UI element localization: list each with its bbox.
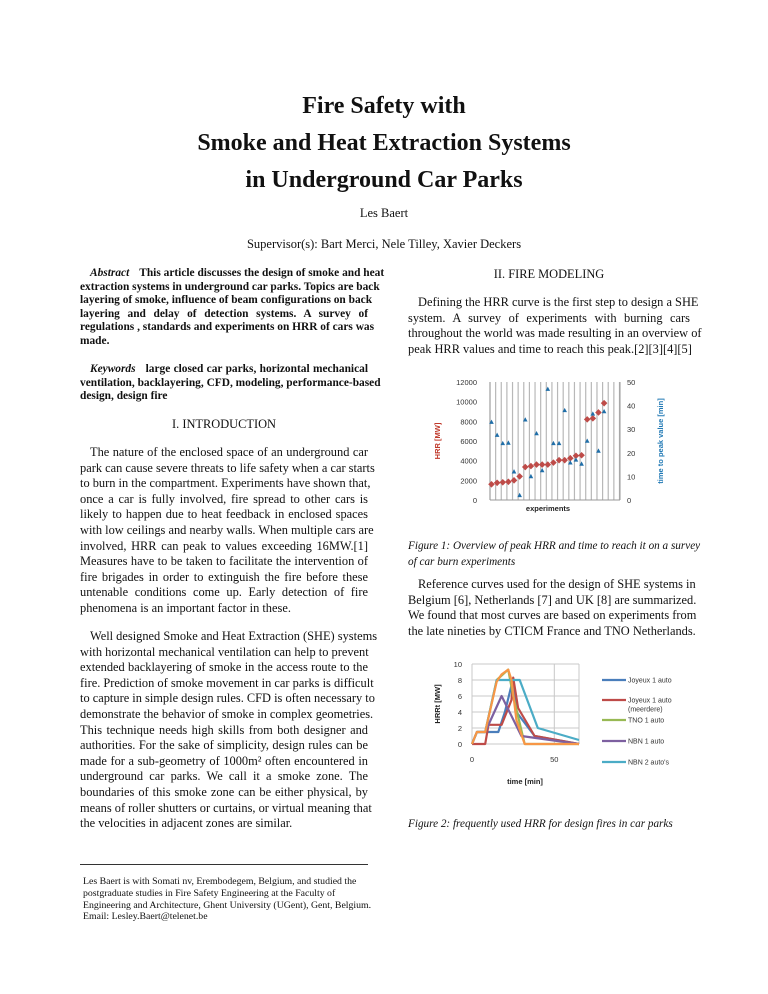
x-axis-label: time [min] — [507, 777, 543, 786]
y-tick-label: 0 — [457, 740, 462, 749]
y-tick-label: 10000 — [456, 397, 477, 407]
y2-tick-label: 0 — [627, 496, 632, 505]
figure-2-chart — [433, 660, 672, 786]
hrr-diamond-point — [545, 461, 552, 468]
hrr-diamond-point — [533, 461, 540, 468]
text-line: This technique needs high skills from both designer and — [80, 722, 368, 737]
y-tick-label: 10 — [453, 660, 462, 669]
hrr-diamond-point — [488, 481, 495, 488]
hrr-diamond-point — [556, 457, 563, 464]
y-tick-label: 6 — [457, 692, 462, 701]
y-tick-label: 2 — [457, 724, 462, 733]
y2-tick-label: 10 — [627, 472, 636, 482]
y2-tick-label: 30 — [627, 425, 636, 435]
legend-label: Joyeux 1 auto — [628, 677, 672, 685]
title-line: Smoke and Heat Extraction Systems — [197, 130, 571, 156]
hrr-diamond-point — [494, 479, 501, 486]
y2-tick-label: 20 — [627, 448, 636, 458]
hrr-diamond-point — [539, 461, 546, 468]
text-line: Figure 2: frequently used HRR for design fires in car parks — [408, 818, 673, 830]
text-line: with horizontal mechanical ventilation can help to prevent — [80, 644, 369, 659]
text-line: means of roller shutters or curtains, or virtual meaning that — [80, 800, 372, 815]
figure-1-chart — [433, 378, 665, 513]
text-line: system. A survey of experiments with burning cars — [408, 310, 690, 325]
y2-tick-label: 40 — [627, 401, 636, 411]
title-line: Fire Safety with — [302, 93, 466, 119]
text-line: throughout the world was made resulting in an overview of — [408, 326, 702, 341]
y-axis-label: HRRt [MW] — [433, 684, 442, 724]
x-tick-label: 50 — [550, 755, 559, 764]
text-line: underground car parks. We call it a smoke zone. The — [80, 769, 368, 784]
text-line: extraction systems in underground car parks. Topics are back — [80, 280, 380, 293]
supervisors: Supervisor(s): Bart Merci, Nele Tilley, Xavier Deckers — [246, 237, 522, 251]
hrr-diamond-point — [528, 463, 535, 470]
text-line: The nature of the enclosed space of an underground car — [90, 445, 368, 459]
text-line: extended backlayering of smoke in the access route to the — [80, 660, 368, 675]
hrr-diamond-point — [590, 415, 597, 422]
legend-label: NBN 1 auto — [628, 738, 665, 746]
text-line: We found that most curves are based on experiments from — [408, 608, 697, 623]
y-axis-label: HRR [MW] — [433, 422, 442, 460]
hrr-diamond-point — [516, 473, 523, 480]
text-line: ventilation, backlayering, CFD, modeling, performance-based — [80, 376, 381, 389]
hrr-diamond-point — [499, 479, 506, 486]
y-tick-label: 4000 — [460, 456, 477, 466]
label-text: large closed car parks, horizontal mechanical — [145, 363, 368, 375]
series-line — [472, 678, 579, 744]
text-line: park can cause severe threats to life safety when a car starts — [80, 460, 375, 475]
x-axis-label: experiments — [525, 504, 571, 513]
label-text: This article discusses the design of smoke and heat — [139, 267, 385, 279]
hrr-diamond-point — [595, 409, 602, 416]
hrr-diamond-point — [601, 400, 608, 407]
hrr-diamond-point — [584, 416, 591, 423]
legend-label: TNO 1 auto — [628, 717, 665, 725]
text-line: authorities. For the sake of simplicity, design rules can be — [80, 738, 368, 753]
y-tick-label: 8000 — [460, 417, 477, 427]
text-line: boundaries of this smoke zone can be either physical, by — [80, 784, 368, 799]
y2-axis-label: time to peak value [min] — [656, 398, 665, 484]
hrr-diamond-point — [561, 457, 568, 464]
text-line: layering of smoke, influence of beam configurations on back — [80, 294, 373, 306]
footnote: Les Baert is with Somati nv, Erembodegem, Belgium, and studied the postgraduate studies in Fire Safety Engineering at the Faculty of Engineering and Architecture, Ghent University (UGent), Gent, Belgium. Email: Lesley.Baert@telenet.be — [83, 876, 372, 923]
series-line — [472, 678, 579, 744]
text-line: the velocities in adjacent zones are similar. — [80, 816, 293, 831]
y-tick-label: 8 — [457, 676, 462, 685]
legend-label: NBN 2 auto's — [628, 759, 670, 767]
text-line: demonstrate the behavior of smoke in complex geometries. — [80, 706, 374, 721]
text-line: fire. Prediction of smoke movement in car parks is difficult — [80, 675, 374, 690]
section-heading-introduction: I. INTRODUCTION — [172, 417, 276, 431]
text-line: Figure 1: Overview of peak HRR and time to reach it on a survey — [408, 540, 701, 552]
text-line: Defining the HRR curve is the first step to design a SHE — [418, 295, 699, 309]
hrr-diamond-point — [522, 464, 529, 471]
text-line: of car burn experiments — [408, 556, 516, 568]
text-line: to capture in simple design rules. CFD is often necessary to — [80, 691, 375, 706]
y-tick-label: 4 — [457, 708, 462, 717]
y-tick-label: 0 — [472, 496, 477, 505]
text-line: made. — [80, 334, 110, 347]
y-tick-label: 2000 — [460, 476, 477, 486]
y-tick-label: 12000 — [456, 378, 477, 387]
text-line: design, design fire — [80, 390, 168, 402]
label: Keywords — [90, 363, 136, 375]
text-line: Well designed Smoke and Heat Extraction (SHE) systems — [90, 629, 378, 643]
x-tick-label: 0 — [469, 755, 475, 764]
text-line: regulations , standards and experiments on HRR of cars was — [80, 321, 375, 333]
text-line: once a car is fully involved, fire spread to other cars is — [80, 491, 368, 506]
hrr-diamond-point — [505, 479, 512, 486]
text-line: involved, HRR can peak to values exceeding 16MW.[1] — [80, 538, 368, 553]
legend-label: Joyeux 1 auto (meerdere) — [628, 697, 672, 714]
text-line: phenomena is an important factor in these. — [80, 600, 291, 615]
author: Les Baert — [359, 206, 409, 220]
text-line: peak HRR values and time to reach this peak.[2][3][4][5] — [408, 341, 692, 356]
hrr-diamond-point — [578, 452, 585, 459]
text-line: fire brigades in order to extinguish the fire before these — [80, 569, 368, 584]
text-line: Reference curves used for the design of SHE systems in — [418, 577, 696, 591]
text-line: layering and delay of detection systems. A survey of — [80, 307, 368, 320]
y-tick-label: 6000 — [460, 437, 477, 446]
section-heading-fire-modeling: II. FIRE MODELING — [493, 267, 605, 281]
text-line: with low ceilings and nearby walls. When multiple cars are — [80, 522, 374, 537]
hrr-diamond-point — [550, 459, 557, 466]
label: Abstract — [90, 267, 130, 279]
text-line: untenable conditions come up. Early detection of fire — [80, 585, 368, 600]
text-line: Belgium [6], Netherlands [7] and UK [8] are summarized. — [408, 592, 697, 607]
text-line: made for a sub-geometry of 1000m² often encountered in — [80, 753, 368, 768]
title-line: in Underground Car Parks — [245, 167, 523, 193]
text-line: the late nineties by CTICM France and TNO Netherlands. — [408, 623, 696, 638]
y2-tick-label: 50 — [627, 378, 636, 387]
text-line: likely to happen due to heat feedback in enclosed spaces — [80, 507, 368, 522]
text-line: Measures have to be taken to facilitate the intervention of — [80, 554, 368, 569]
text-line: to burn in the compartment. Experiments have shown that, — [80, 476, 371, 491]
hrr-diamond-point — [511, 477, 518, 484]
